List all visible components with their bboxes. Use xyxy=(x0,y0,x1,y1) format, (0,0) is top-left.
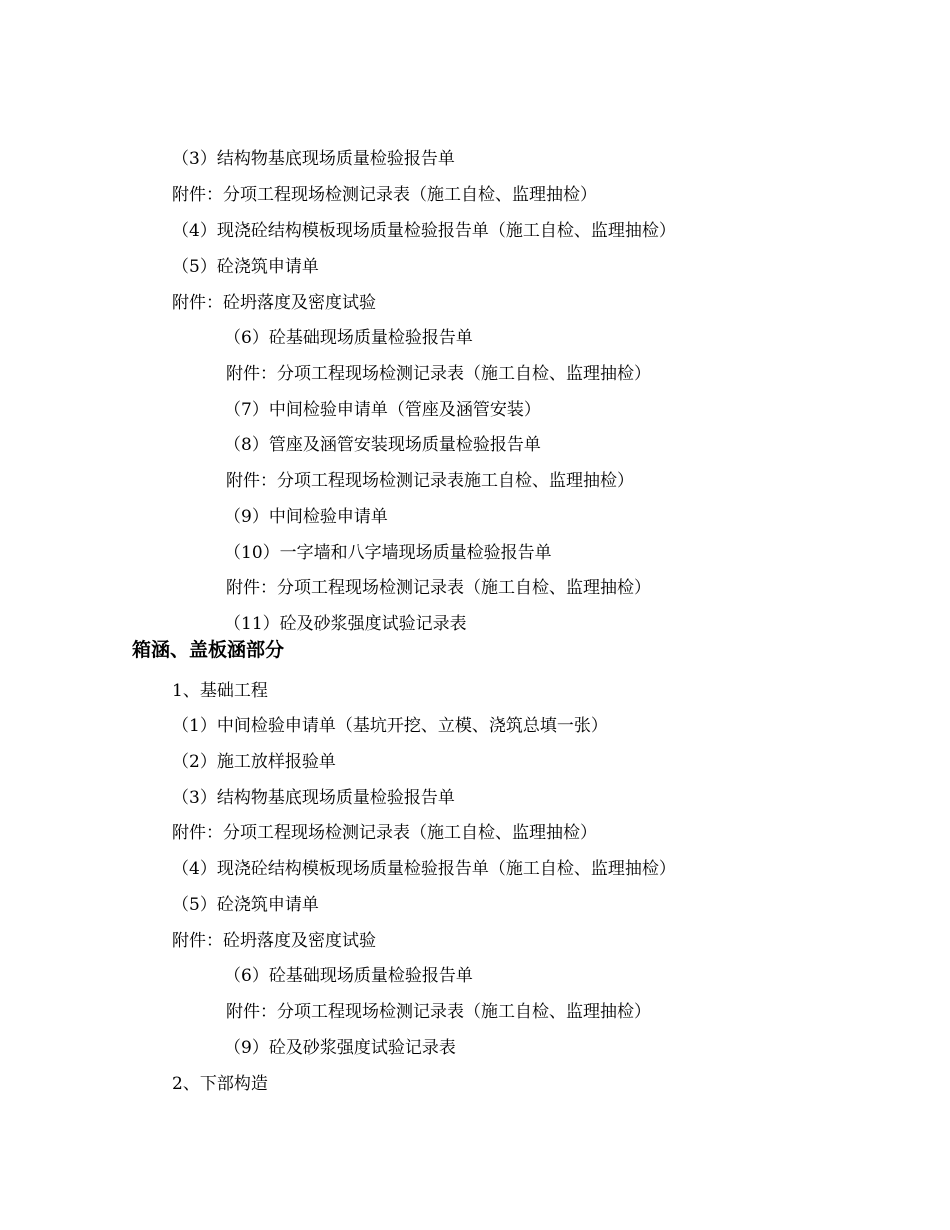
attachment-item: 附件：砼坍落度及密度试验 xyxy=(172,931,376,951)
list-item: （8）管座及涵管安装现场质量检验报告单 xyxy=(224,435,541,455)
list-item: （4）现浇砼结构模板现场质量检验报告单（施工自检、监理抽检） xyxy=(172,859,676,879)
list-item: （2）施工放样报验单 xyxy=(172,752,336,772)
list-item: （5）砼浇筑申请单 xyxy=(172,895,319,915)
attachment-item: 附件：分项工程现场检测记录表（施工自检、监理抽检） xyxy=(226,578,651,598)
list-item: （6）砼基础现场质量检验报告单 xyxy=(224,966,473,986)
subsection-title: 1、基础工程 xyxy=(172,681,268,701)
section-heading: 箱涵、盖板涵部分 xyxy=(132,639,285,661)
attachment-item: 附件：分项工程现场检测记录表（施工自检、监理抽检） xyxy=(172,823,597,843)
attachment-item: 附件：分项工程现场检测记录表（施工自检、监理抽检） xyxy=(226,364,651,384)
list-item: （6）砼基础现场质量检验报告单 xyxy=(224,328,473,348)
list-item: （4）现浇砼结构模板现场质量检验报告单（施工自检、监理抽检） xyxy=(172,221,676,241)
subsection-title: 2、下部构造 xyxy=(172,1074,268,1094)
list-item: （7）中间检验申请单（管座及涵管安装） xyxy=(224,400,541,420)
list-item: （9）砼及砂浆强度试验记录表 xyxy=(224,1038,456,1058)
attachment-item: 附件：分项工程现场检测记录表（施工自检、监理抽检） xyxy=(226,1002,651,1022)
attachment-item: 附件：分项工程现场检测记录表（施工自检、监理抽检） xyxy=(172,185,597,205)
list-item: （3）结构物基底现场质量检验报告单 xyxy=(172,788,455,808)
list-item: （10）一字墙和八字墙现场质量检验报告单 xyxy=(224,543,552,563)
attachment-item: 附件：砼坍落度及密度试验 xyxy=(172,293,376,313)
list-item: （5）砼浇筑申请单 xyxy=(172,257,319,277)
list-item: （3）结构物基底现场质量检验报告单 xyxy=(172,149,455,169)
list-item: （1）中间检验申请单（基坑开挖、立模、浇筑总填一张） xyxy=(172,716,608,736)
list-item: （9）中间检验申请单 xyxy=(224,507,388,527)
attachment-item: 附件：分项工程现场检测记录表施工自检、监理抽检） xyxy=(226,471,634,491)
list-item: （11）砼及砂浆强度试验记录表 xyxy=(224,614,467,634)
